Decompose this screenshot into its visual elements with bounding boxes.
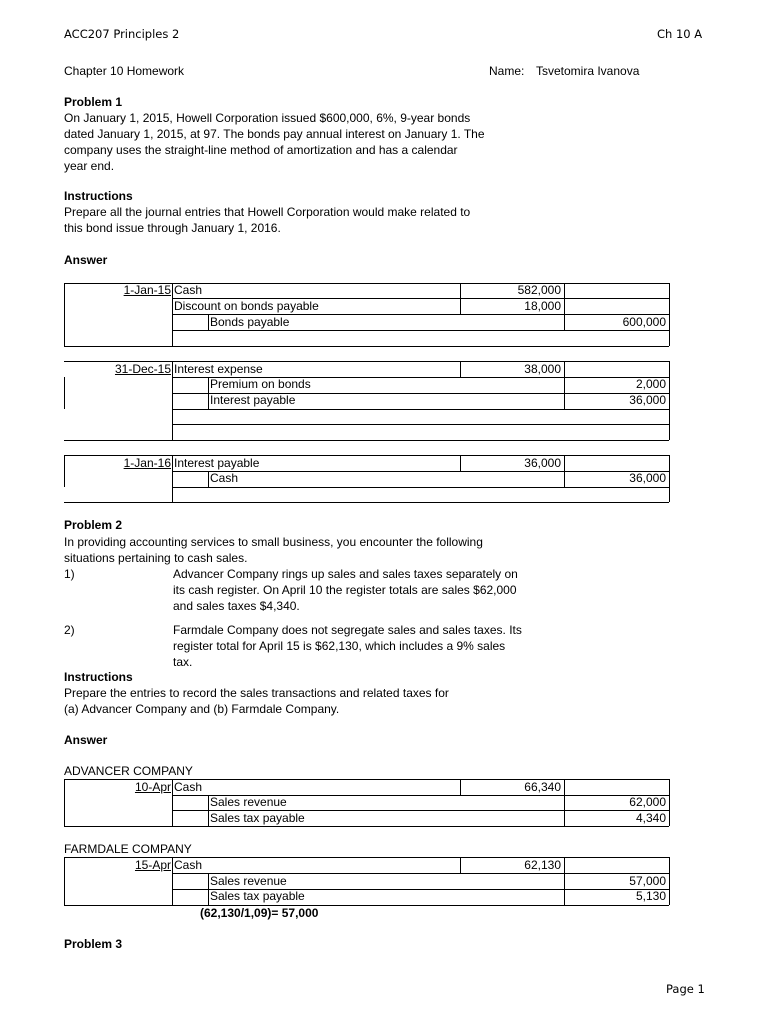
entry-date: 15-Apr: [134, 858, 171, 872]
item-text: Advancer Company rings up sales and sales taxes separately on its cash register. On April 10 the register totals are sales $62,000 and sales taxes $4,340.: [173, 567, 518, 613]
debit-amount: 36,000: [524, 456, 561, 470]
problem1-instructions-heading: Instructions: [64, 189, 133, 203]
account-name: Bonds payable: [210, 315, 290, 329]
credit-amount: 4,340: [635, 811, 666, 825]
entry-date: 10-Apr: [134, 780, 171, 794]
account-name: Cash: [210, 471, 239, 485]
farmdale-label: FARMDALE COMPANY: [64, 842, 192, 856]
account-name: Interest expense: [174, 362, 263, 376]
credit-amount: 36,000: [629, 393, 666, 407]
entry-date: 1-Jan-15: [123, 283, 171, 297]
account-name: Interest payable: [174, 456, 260, 470]
account-name: Sales tax payable: [210, 889, 305, 903]
account-name: Cash: [174, 858, 203, 872]
advancer-label: ADVANCER COMPANY: [64, 764, 193, 778]
problem2-instructions: Prepare the entries to record the sales transactions and related taxes for (a) Advancer Company and (b) Farmdale Company.: [64, 686, 449, 716]
debit-amount: 38,000: [524, 362, 561, 376]
debit-amount: 582,000: [517, 283, 561, 297]
item-number: 1): [64, 567, 75, 581]
header-course: ACC207 Principles 2: [64, 27, 180, 41]
header-chapter: Ch 10 A: [657, 27, 703, 41]
problem3-heading: Problem 3: [64, 937, 123, 951]
debit-amount: 66,340: [524, 780, 561, 794]
problem2-text: In providing accounting services to small business, you encounter the following situations pertaining to cash sales.: [64, 535, 483, 565]
account-name: Cash: [174, 780, 203, 794]
item-text: Farmdale Company does not segregate sales and sales taxes. Its register total for April 15 is $62,130, which includes a 9% sales tax.: [173, 623, 522, 669]
problem2-answer-heading: Answer: [64, 733, 108, 747]
calculation-note: (62,130/1,09)= 57,000: [200, 906, 319, 920]
account-name: Cash: [174, 283, 203, 297]
account-name: Interest payable: [210, 393, 296, 407]
problem1-instructions: Prepare all the journal entries that Howell Corporation would make related to this bond issue through January 1, 2016.: [64, 205, 471, 235]
account-name: Discount on bonds payable: [174, 299, 319, 313]
debit-amount: 62,130: [524, 858, 561, 872]
account-name: Sales revenue: [210, 874, 287, 888]
problem2-heading: Problem 2: [64, 518, 123, 532]
account-name: Sales tax payable: [210, 811, 305, 825]
credit-amount: 57,000: [629, 874, 666, 888]
page-title: Chapter 10 Homework: [64, 64, 185, 78]
account-name: Sales revenue: [210, 795, 287, 809]
credit-amount: 62,000: [629, 795, 666, 809]
name-label: Name:: [489, 64, 525, 78]
problem2-instructions-heading: Instructions: [64, 670, 133, 684]
credit-amount: 2,000: [635, 377, 666, 391]
credit-amount: 5,130: [635, 889, 666, 903]
credit-amount: 36,000: [629, 471, 666, 485]
problem1-text: On January 1, 2015, Howell Corporation issued $600,000, 6%, 9-year bonds dated January 1, 2015, at 97. The bonds pay annual interest on January 1. The company uses the straight-line method of amortization and has a calendar year end.: [64, 111, 485, 173]
entry-date: 1-Jan-16: [123, 456, 171, 470]
credit-amount: 600,000: [622, 315, 666, 329]
item-number: 2): [64, 623, 75, 637]
problem1-heading: Problem 1: [64, 95, 123, 109]
problem1-answer-heading: Answer: [64, 253, 108, 267]
debit-amount: 18,000: [524, 299, 561, 313]
entry-date: 31-Dec-15: [114, 362, 171, 376]
name-value: Tsvetomira Ivanova: [536, 64, 640, 78]
account-name: Premium on bonds: [210, 377, 311, 391]
page-number: Page 1: [666, 982, 705, 996]
